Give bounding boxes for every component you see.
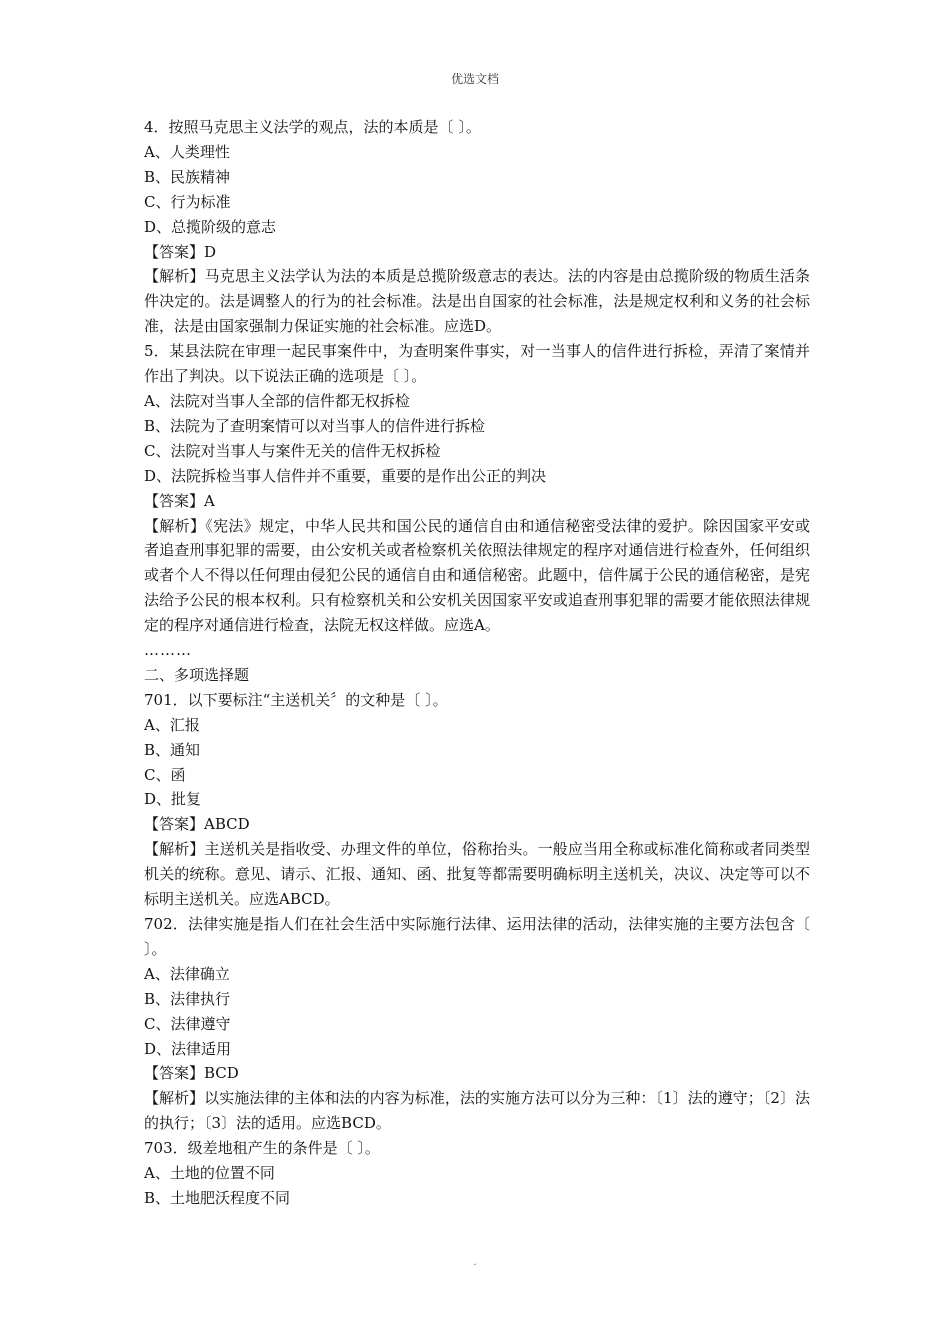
answer-option: A、法院对当事人全部的信件都无权拆检 xyxy=(144,391,410,410)
answer-option: D、法律适用 xyxy=(144,1039,232,1058)
answer-key: 【答案】D xyxy=(144,242,217,261)
question-text: 701．以下要标注“主送机关〞的文种是〔 〕。 xyxy=(144,690,448,709)
page-footer: . xyxy=(473,1257,477,1268)
answer-option: D、批复 xyxy=(144,790,202,809)
page-header: 优选文档 xyxy=(450,72,499,86)
analysis-text: 【解析】马克思主义法学认为法的本质是总揽阶级意志的表达。法的内容是由总揽阶级的物质生活条件决定的。法是调整人的行为的社会标准。法是出自国家的社会标准，法是规定权利和义务的社会标准，法是由国家强制力保证实施的社会标准。应选D。 xyxy=(144,267,810,336)
answer-option: C、法院对当事人与案件无关的信件无权拆检 xyxy=(144,441,441,460)
question-text: 703．级差地租产生的条件是〔 〕。 xyxy=(144,1139,380,1158)
answer-option: C、行为标准 xyxy=(144,192,231,211)
document-body xyxy=(144,115,810,1211)
answer-option: A、土地的位置不同 xyxy=(144,1164,275,1183)
answer-key: 【答案】BCD xyxy=(144,1064,239,1083)
answer-option: C、函 xyxy=(144,765,186,784)
answer-option: B、土地肥沃程度不同 xyxy=(144,1188,291,1207)
answer-option: A、汇报 xyxy=(144,715,200,734)
question-text: 4．按照马克思主义法学的观点，法的本质是〔 〕。 xyxy=(144,118,481,136)
answer-option: B、法律执行 xyxy=(144,989,231,1008)
question-text: 5．某县法院在审理一起民事案件中，为查明案件事实，对一当事人的信件进行拆检，弄清了案情并作出了判决。以下说法正确的选项是〔 〕。 xyxy=(144,342,810,386)
answer-key: 【答案】A xyxy=(144,491,215,510)
answer-option: B、通知 xyxy=(144,740,201,759)
answer-option: A、法律确立 xyxy=(144,964,230,983)
question-text: 702．法律实施是指人们在社会生活中实际施行法律、运用法律的活动，法律实施的主要方法包含〔 〕。 xyxy=(144,915,810,958)
analysis-text: 【解析】以实施法律的主体和法的内容为标准，法的实施方法可以分为三种：〔1〕法的遵守；〔2〕法的执行；〔3〕法的适用。应选BCD。 xyxy=(144,1089,810,1133)
answer-key: 【答案】ABCD xyxy=(144,815,250,834)
analysis-text: 【解析】《宪法》规定，中华人民共和国公民的通信自由和通信秘密受法律的爱护。除因国家平安或者追查刑事犯罪的需要，由公安机关或者检察机关依照法律规定的程序对通信进行检查外，任何组织或者个人不得以任何理由侵犯公民的通信自由和通信秘密。此题中，信件属于公民的通信秘密，是宪法给予公民的根本权利。只有检察机关和公安机关因国家平安或追查刑事犯罪的需要才能依照法律规定的程序对通信进行检查，法院无权这样做。应选A。 xyxy=(144,516,810,635)
answer-option: B、法院为了查明案情可以对当事人的信件进行拆检 xyxy=(144,416,486,435)
answer-option: D、法院拆检当事人信件并不重要，重要的是作出公正的判决 xyxy=(144,466,547,485)
answer-option: B、民族精神 xyxy=(144,167,231,186)
analysis-text: 【解析】主送机关是指收受、办理文件的单位，俗称抬头。一般应当用全称或标准化简称或者同类型机关的统称。意见、请示、汇报、通知、函、批复等都需要明确标明主送机关，决议、决定等可以不标明主送机关。应选ABCD。 xyxy=(144,840,810,909)
answer-option: A、人类理性 xyxy=(144,142,230,161)
answer-option: C、法律遵守 xyxy=(144,1014,231,1033)
section-heading: 二、多项选择题 xyxy=(144,665,250,684)
ellipsis-separator: ……… xyxy=(144,641,192,660)
answer-option: D、总揽阶级的意志 xyxy=(144,217,277,236)
